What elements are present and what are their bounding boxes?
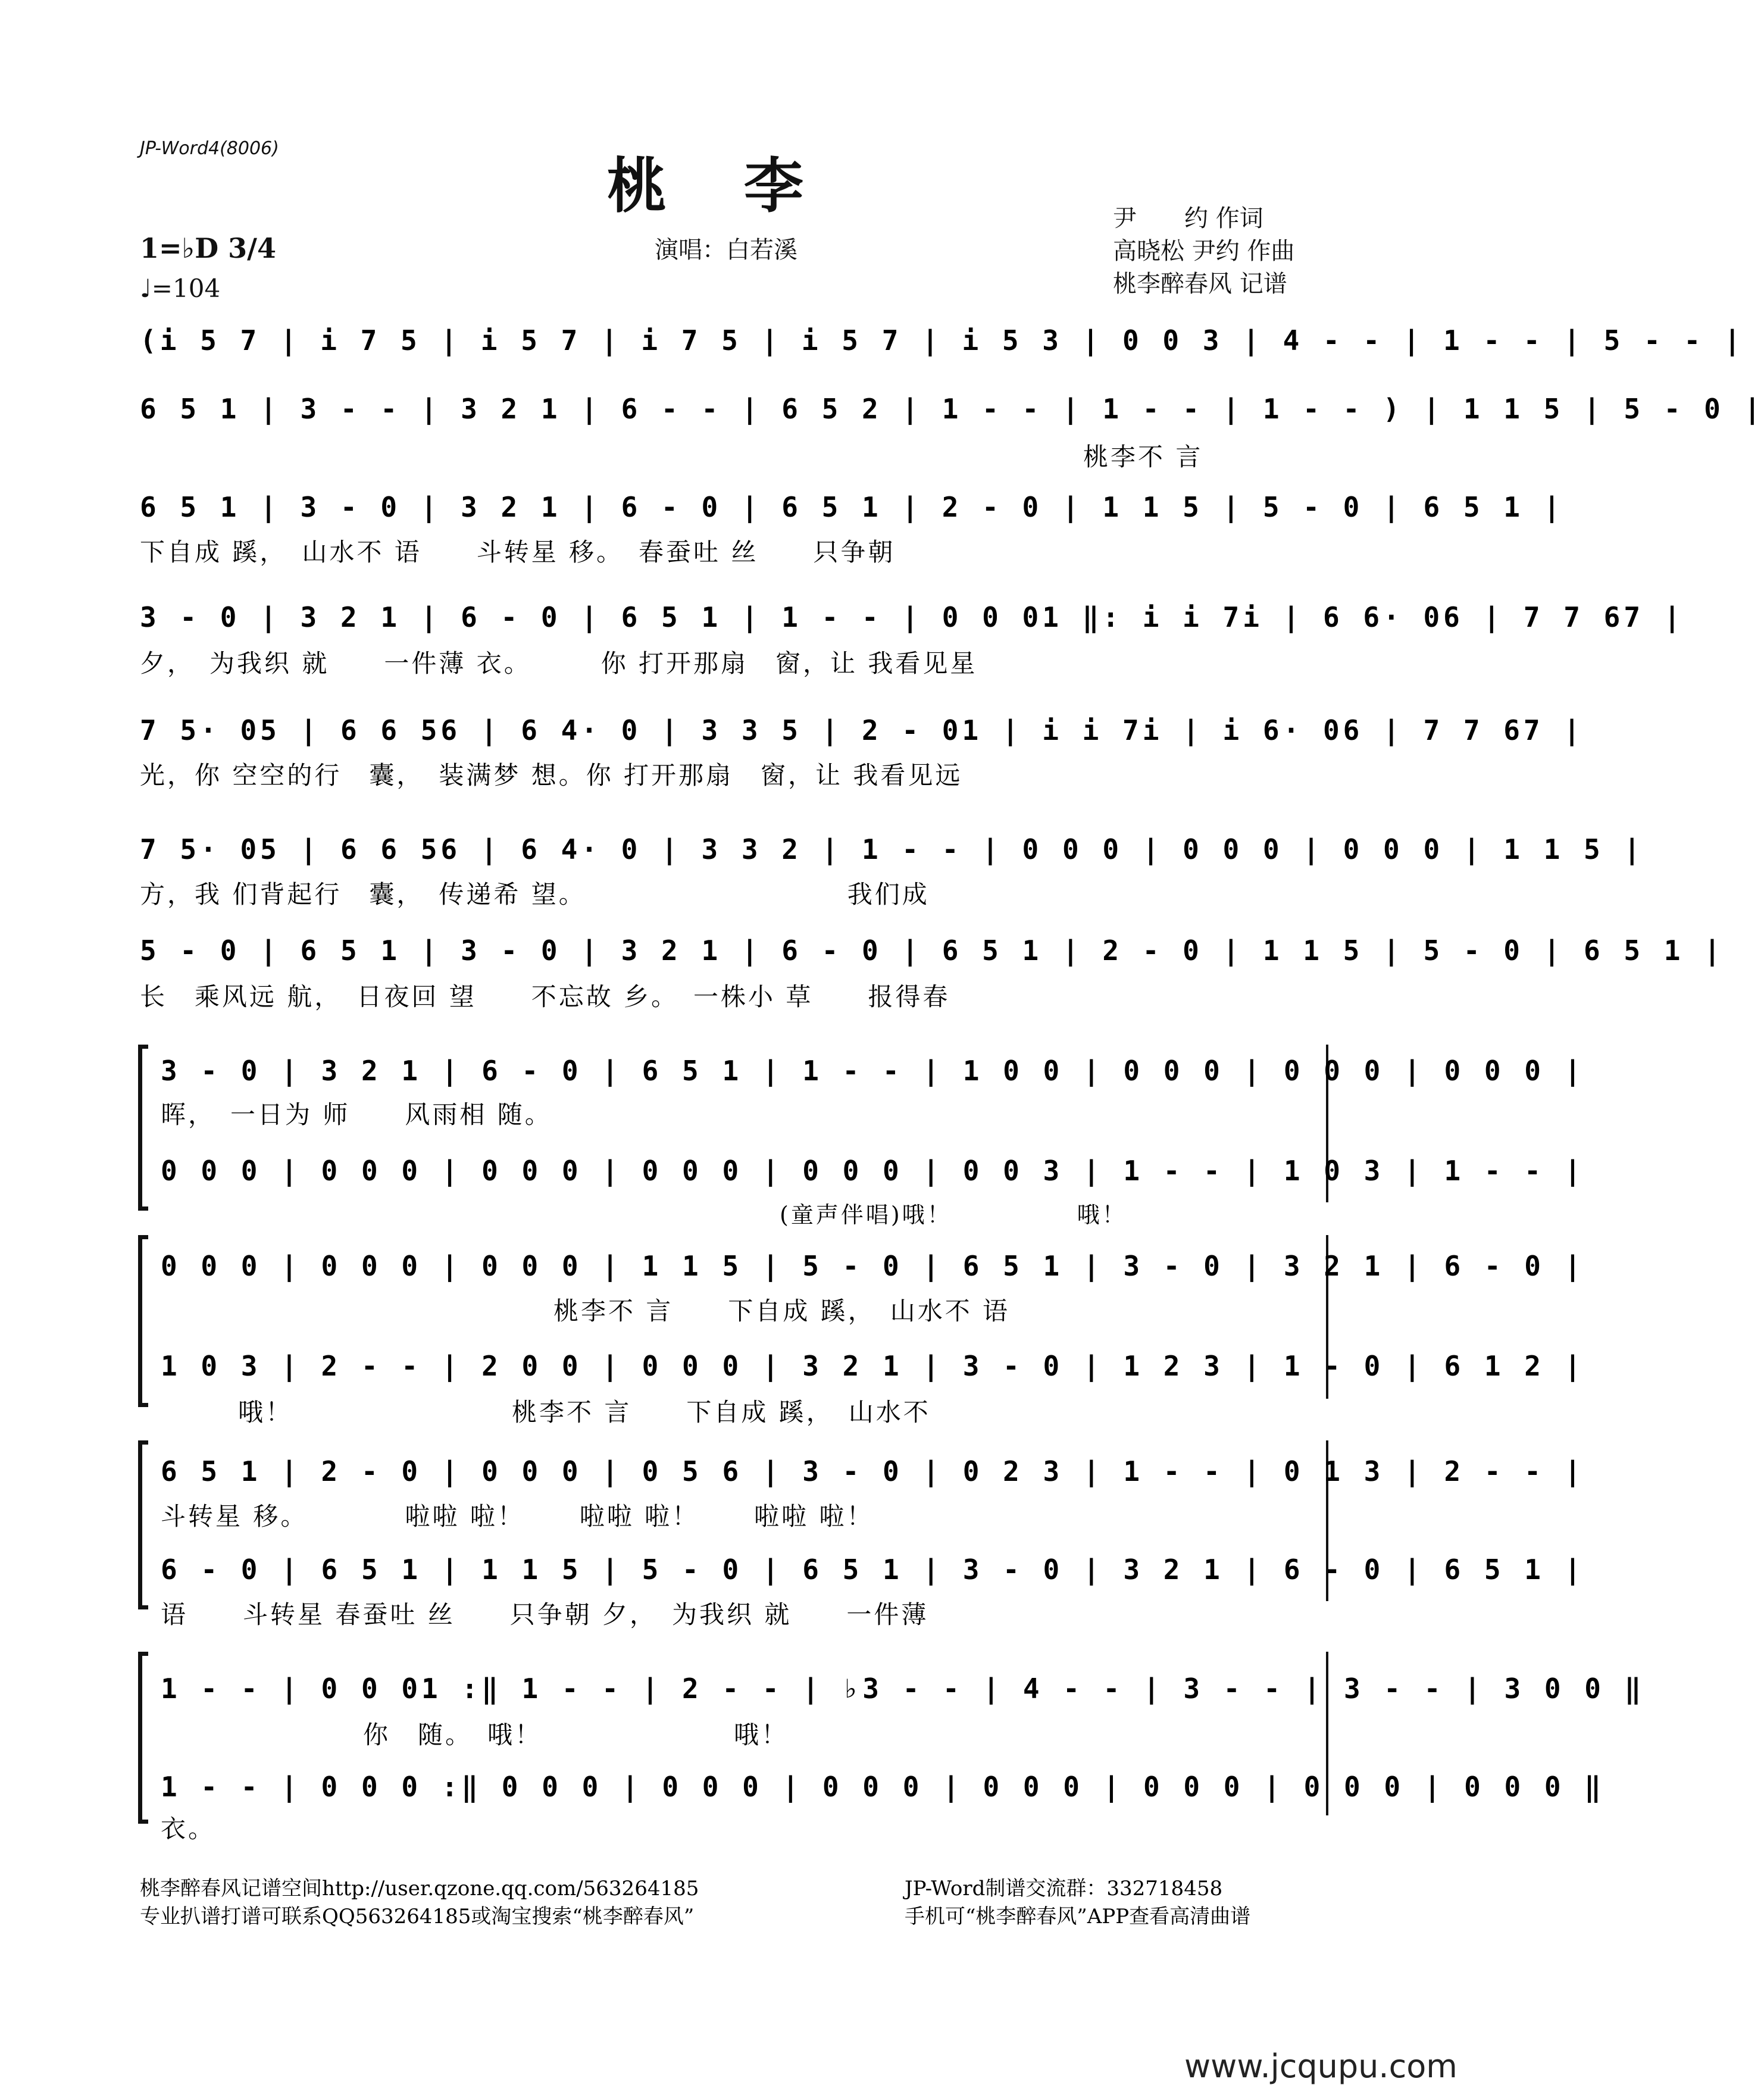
system-10-lower-lyrics: 语 斗转星 春蚕吐 丝 只争朝 夕， 为我织 就 一件薄 bbox=[161, 1600, 929, 1629]
system-11-lower-notes: 1 - - | 0 0 0 :‖ 0 0 0 | 0 0 0 | 0 0 0 | 0 0 0 | 0 0 0 | 0 0 0 | 0 0 0 ‖ bbox=[161, 1771, 1605, 1803]
part-bracket-4 bbox=[138, 1652, 148, 1824]
system-11-lower-lyrics: 衣。 bbox=[161, 1814, 216, 1843]
site-watermark: www.jcqupu.com bbox=[1184, 2048, 1458, 2085]
footer-left-line-1: 桃李醉春风记谱空间http://user.qzone.qq.com/563264185 bbox=[140, 1877, 699, 1901]
system-7-lyrics: 长 乘风远 航， 日夜回 望 不忘故 乡。 一株小 草 报得春 bbox=[140, 982, 950, 1011]
system-10-lower-notes: 6 - 0 | 6 5 1 | 1 1 5 | 5 - 0 | 6 5 1 | 3 - 0 | 3 2 1 | 6 - 0 | 6 5 1 | bbox=[161, 1554, 1585, 1586]
system-9-lower-notes: 1 0 3 | 2 - - | 2 0 0 | 0 0 0 | 3 2 1 | 3 - 0 | 1 2 3 | 1 - 0 | 6 1 2 | bbox=[161, 1350, 1585, 1382]
performer-credit: 演唱：白若溪 bbox=[655, 236, 797, 264]
system-2-notes: 6 5 1 | 3 - - | 3 2 1 | 6 - - | 6 5 2 | 1 - - | 1 - - | 1 - - ) | 1 1 5 | 5 - 0 | bbox=[140, 393, 1764, 425]
system-11-upper-notes: 1 - - | 0 0 01 :‖ 1 - - | 2 - - | ♭3 - - | 4 - - | 3 - - | 3 - - | 3 0 0 ‖ bbox=[161, 1673, 1645, 1705]
system-9-upper-lyrics: 桃李不 言 下自成 蹊， 山水不 语 bbox=[553, 1296, 1011, 1326]
lyricist-credit: 尹 约 作词 bbox=[1113, 205, 1263, 232]
system-4-notes: 3 - 0 | 3 2 1 | 6 - 0 | 6 5 1 | 1 - - | 0 0 01 ‖: i i 7i | 6 6· 06 | 7 7 67 | bbox=[140, 601, 1684, 633]
song-title: 桃李 bbox=[607, 151, 881, 221]
system-5-lyrics: 光，你 空空的行 囊， 装满梦 想。你 打开那扇 窗，让 我看见远 bbox=[140, 761, 963, 790]
system-1-notes: (i 5 7 | i 7 5 | i 5 7 | i 7 5 | i 5 7 | i 5 3 | 0 0 3 | 4 - - | 1 - - | 5 - - | bbox=[140, 324, 1744, 357]
system-9-lower-lyrics: 哦！ 桃李不 言 下自成 蹊， 山水不 bbox=[238, 1398, 931, 1427]
system-8-upper-notes: 3 - 0 | 3 2 1 | 6 - 0 | 6 5 1 | 1 - - | 1 0 0 | 0 0 0 | 0 0 0 | 0 0 0 | bbox=[161, 1055, 1585, 1087]
system-3-lyrics: 下自成 蹊， 山水不 语 斗转星 移。 春蚕吐 丝 只争朝 bbox=[140, 537, 896, 567]
system-5-notes: 7 5· 05 | 6 6 56 | 6 4· 0 | 3 3 5 | 2 - 01 | i i 7i | i 6· 06 | 7 7 67 | bbox=[140, 714, 1584, 746]
system-6-lyrics: 方，我 们背起行 囊， 传递希 望。 我们成 bbox=[140, 880, 930, 909]
composer-credit: 高晓松 尹约 作曲 bbox=[1113, 237, 1295, 265]
tempo-marking: ♩=104 bbox=[140, 274, 221, 303]
transcriber-credit: 桃李醉春风 记谱 bbox=[1113, 270, 1287, 298]
key-signature: 1=♭D 3/4 bbox=[140, 232, 276, 264]
system-9-upper-notes: 0 0 0 | 0 0 0 | 0 0 0 | 1 1 5 | 5 - 0 | 6 5 1 | 3 - 0 | 3 2 1 | 6 - 0 | bbox=[161, 1250, 1585, 1282]
footer-right-line-1: JP-Word制谱交流群：332718458 bbox=[905, 1877, 1223, 1901]
software-label: JP-Word4(8006) bbox=[140, 138, 279, 159]
system-10-upper-lyrics: 斗转星 移。 啦啦 啦！ 啦啦 啦！ 啦啦 啦！ bbox=[161, 1502, 874, 1531]
system-3-notes: 6 5 1 | 3 - 0 | 3 2 1 | 6 - 0 | 6 5 1 | 2 - 0 | 1 1 5 | 5 - 0 | 6 5 1 | bbox=[140, 491, 1564, 523]
system-6-notes: 7 5· 05 | 6 6 56 | 6 4· 0 | 3 3 2 | 1 - - | 0 0 0 | 0 0 0 | 0 0 0 | 1 1 5 | bbox=[140, 833, 1644, 865]
system-8-lower-notes: 0 0 0 | 0 0 0 | 0 0 0 | 0 0 0 | 0 0 0 | 0 0 3 | 1 - - | 1 0 3 | 1 - - | bbox=[161, 1155, 1585, 1187]
system-10-upper-notes: 6 5 1 | 2 - 0 | 0 0 0 | 0 5 6 | 3 - 0 | 0 2 3 | 1 - - | 0 1 3 | 2 - - | bbox=[161, 1455, 1585, 1487]
part-bracket-1 bbox=[138, 1045, 148, 1211]
part-bracket-3 bbox=[138, 1440, 148, 1609]
footer-left-line-2: 专业扒谱打谱可联系QQ563264185或淘宝搜索“桃李醉春风” bbox=[140, 1905, 695, 1928]
system-7-notes: 5 - 0 | 6 5 1 | 3 - 0 | 3 2 1 | 6 - 0 | 6 5 1 | 2 - 0 | 1 1 5 | 5 - 0 | 6 5 1 | bbox=[140, 934, 1724, 967]
system-4-lyrics: 夕， 为我织 就 一件薄 衣。 你 打开那扇 窗，让 我看见星 bbox=[140, 649, 978, 678]
footer-right-line-2: 手机可“桃李醉春风”APP查看高清曲谱 bbox=[905, 1905, 1251, 1928]
system-2-lyrics: 桃李不 言 bbox=[1083, 442, 1203, 471]
part-bracket-2 bbox=[138, 1235, 148, 1407]
system-8-lower-lyrics: (童声伴唱)哦！ 哦！ bbox=[780, 1202, 1127, 1228]
system-8-upper-lyrics: 晖， 一日为 师 风雨相 随。 bbox=[161, 1100, 552, 1129]
system-11-upper-lyrics: 你 随。 哦！ 哦！ bbox=[363, 1720, 789, 1749]
